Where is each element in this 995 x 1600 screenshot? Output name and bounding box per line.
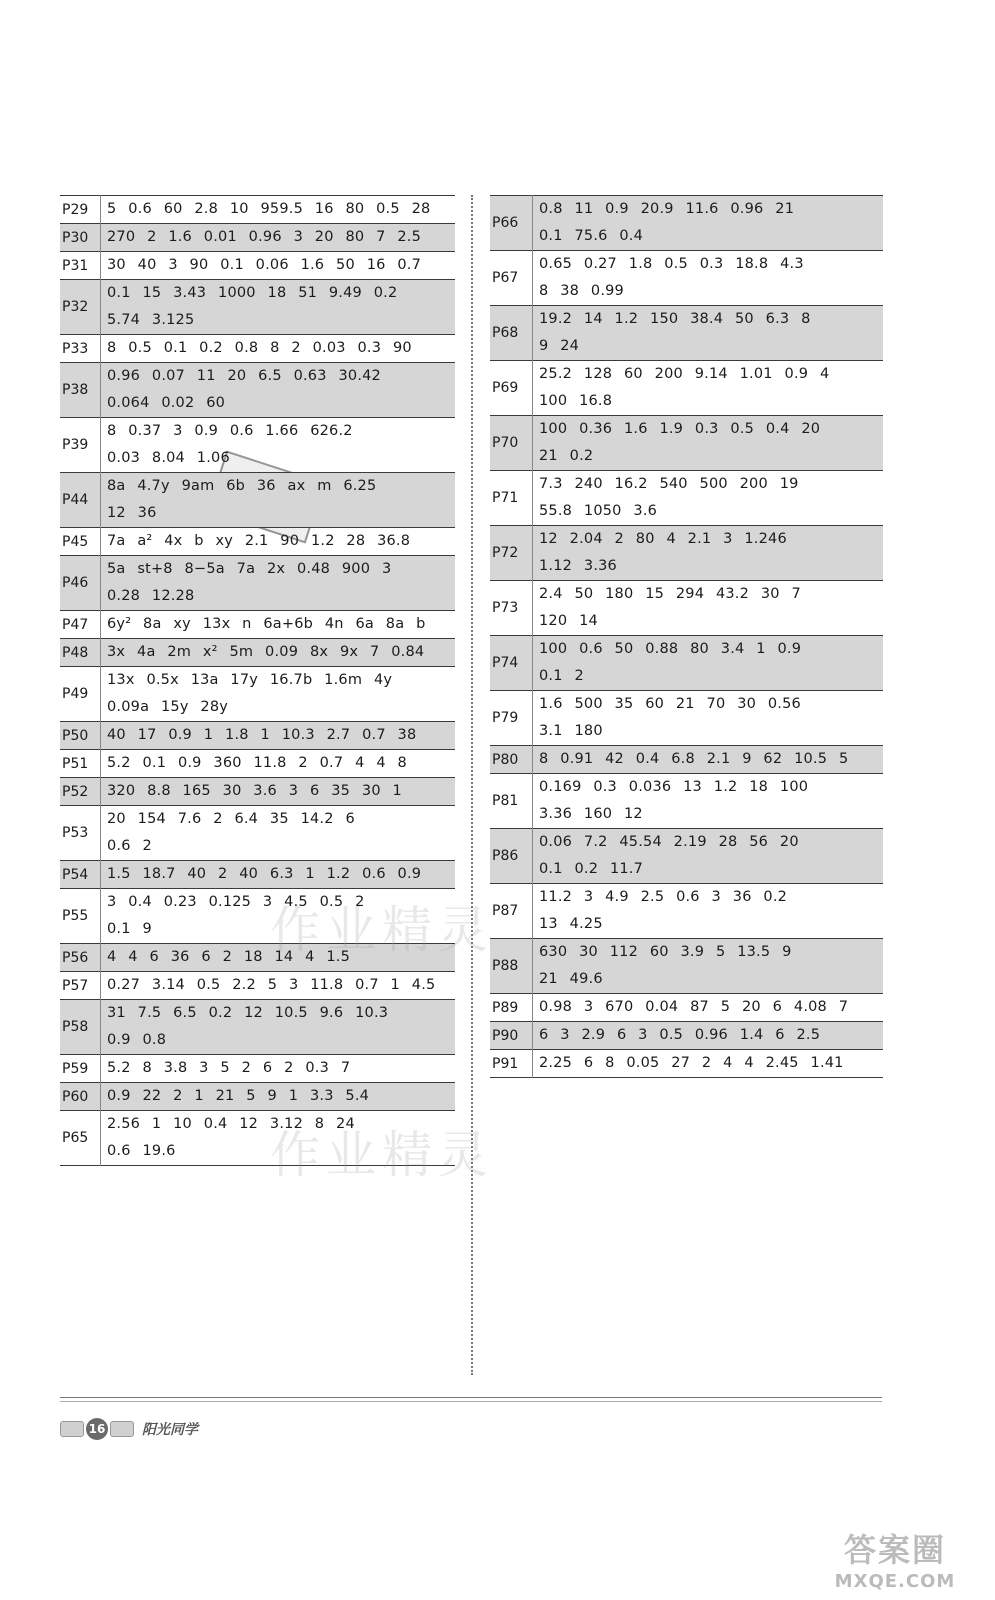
answer-row bbox=[490, 636, 883, 691]
answer-line: 0.1 75.6 0.4 bbox=[539, 228, 644, 244]
answer-row bbox=[60, 639, 455, 667]
answer-row bbox=[490, 746, 883, 774]
answer-cell bbox=[533, 1050, 884, 1078]
page-label: P50 bbox=[60, 722, 101, 750]
page-label: P79 bbox=[490, 691, 533, 746]
right-answer-column bbox=[490, 195, 883, 1078]
answer-line: 20 154 7.6 2 6.4 35 14.2 6 bbox=[107, 811, 355, 827]
answer-line: 0.1 15 3.43 1000 18 51 9.49 0.2 bbox=[107, 285, 398, 301]
answer-cell bbox=[533, 774, 884, 829]
answer-line: 0.8 11 0.9 20.9 11.6 0.96 21 bbox=[539, 201, 795, 217]
page-label: P29 bbox=[60, 196, 101, 224]
answer-line: 2.56 1 10 0.4 12 3.12 8 24 bbox=[107, 1116, 355, 1132]
page-label: P74 bbox=[490, 636, 533, 691]
answer-row bbox=[60, 667, 455, 722]
answer-line: 3.1 180 bbox=[539, 723, 603, 739]
answer-line: 0.03 8.04 1.06 bbox=[107, 450, 230, 466]
answer-row bbox=[60, 1055, 455, 1083]
page-label: P32 bbox=[60, 280, 101, 335]
answer-line: 8 0.5 0.1 0.2 0.8 8 2 0.03 0.3 90 bbox=[107, 340, 412, 356]
answer-cell bbox=[533, 306, 884, 361]
answer-row bbox=[60, 611, 455, 639]
answer-line: 19.2 14 1.2 150 38.4 50 6.3 8 bbox=[539, 311, 811, 327]
answer-line: 5.2 0.1 0.9 360 11.8 2 0.7 4 4 8 bbox=[107, 755, 407, 771]
answer-line: 1.12 3.36 bbox=[539, 558, 617, 574]
page-label: P57 bbox=[60, 972, 101, 1000]
corner-watermark-main: 答案圈 bbox=[843, 1531, 946, 1569]
answer-row bbox=[60, 280, 455, 335]
answer-cell bbox=[533, 526, 884, 581]
answer-line: 5.74 3.125 bbox=[107, 312, 195, 328]
answer-cell bbox=[101, 750, 456, 778]
answer-line: 0.09a 15y 28y bbox=[107, 699, 229, 715]
answer-line: 1.6 500 35 60 21 70 30 0.56 bbox=[539, 696, 801, 712]
page-label: P89 bbox=[490, 994, 533, 1022]
answer-cell bbox=[101, 611, 456, 639]
answer-cell bbox=[101, 639, 456, 667]
answer-row bbox=[60, 252, 455, 280]
answer-line: 0.06 7.2 45.54 2.19 28 56 20 bbox=[539, 834, 799, 850]
footer-divider bbox=[60, 1397, 882, 1398]
answer-line: 630 30 112 60 3.9 5 13.5 9 bbox=[539, 944, 792, 960]
answer-line: 100 0.36 1.6 1.9 0.3 0.5 0.4 20 bbox=[539, 421, 821, 437]
answer-cell bbox=[533, 416, 884, 471]
answer-line: 21 0.2 bbox=[539, 448, 594, 464]
page-label: P71 bbox=[490, 471, 533, 526]
answer-cell bbox=[101, 1083, 456, 1111]
answer-cell bbox=[533, 636, 884, 691]
answer-cell bbox=[101, 528, 456, 556]
answer-cell bbox=[101, 861, 456, 889]
page-label: P31 bbox=[60, 252, 101, 280]
answer-line: 7a a² 4x b xy 2.1 90 1.2 28 36.8 bbox=[107, 533, 411, 549]
answer-cell bbox=[101, 778, 456, 806]
page-label: P86 bbox=[490, 829, 533, 884]
answer-row bbox=[60, 335, 455, 363]
answer-line: 3x 4a 2m x² 5m 0.09 8x 9x 7 0.84 bbox=[107, 644, 425, 660]
answer-line: 0.9 0.8 bbox=[107, 1032, 167, 1048]
page-label: P52 bbox=[60, 778, 101, 806]
answer-line: 9 24 bbox=[539, 338, 580, 354]
answer-row bbox=[490, 306, 883, 361]
page-label: P66 bbox=[490, 196, 533, 251]
answer-row bbox=[60, 473, 455, 528]
page-label: P56 bbox=[60, 944, 101, 972]
answer-cell bbox=[101, 972, 456, 1000]
answer-cell bbox=[533, 471, 884, 526]
answer-line: 5 0.6 60 2.8 10 959.5 16 80 0.5 28 bbox=[107, 201, 431, 217]
answer-row bbox=[490, 361, 883, 416]
answer-line: 8 0.91 42 0.4 6.8 2.1 9 62 10.5 5 bbox=[539, 751, 849, 767]
answer-row bbox=[490, 774, 883, 829]
answer-row bbox=[60, 861, 455, 889]
answer-line: 0.9 22 2 1 21 5 9 1 3.3 5.4 bbox=[107, 1088, 370, 1104]
answer-line: 0.1 2 bbox=[539, 668, 584, 684]
answer-line: 0.6 19.6 bbox=[107, 1143, 176, 1159]
answer-line: 12 36 bbox=[107, 505, 157, 521]
answer-line: 21 49.6 bbox=[539, 971, 603, 987]
answer-line: 100 0.6 50 0.88 80 3.4 1 0.9 bbox=[539, 641, 802, 657]
left-answer-table bbox=[60, 195, 455, 1166]
page-label: P49 bbox=[60, 667, 101, 722]
answer-cell bbox=[101, 473, 456, 528]
answer-line: 4 4 6 36 6 2 18 14 4 1.5 bbox=[107, 949, 351, 965]
watermark-text: 作业精灵 bbox=[270, 1126, 494, 1184]
page-label: P59 bbox=[60, 1055, 101, 1083]
answer-line: 5.2 8 3.8 3 5 2 6 2 0.3 7 bbox=[107, 1060, 351, 1076]
page-label: P73 bbox=[490, 581, 533, 636]
answer-row bbox=[490, 471, 883, 526]
answer-row bbox=[490, 251, 883, 306]
answer-row bbox=[490, 691, 883, 746]
answer-row bbox=[60, 778, 455, 806]
answer-row bbox=[60, 363, 455, 418]
answer-row bbox=[490, 581, 883, 636]
answer-line: 2.25 6 8 0.05 27 2 4 4 2.45 1.41 bbox=[539, 1055, 844, 1071]
page-label: P48 bbox=[60, 639, 101, 667]
answer-line: 8 0.37 3 0.9 0.6 1.66 626.2 bbox=[107, 423, 353, 439]
answer-row bbox=[490, 884, 883, 939]
answer-line: 100 16.8 bbox=[539, 393, 613, 409]
answer-cell bbox=[533, 251, 884, 306]
answer-line: 8 38 0.99 bbox=[539, 283, 624, 299]
page-label: P68 bbox=[490, 306, 533, 361]
answer-line: 31 7.5 6.5 0.2 12 10.5 9.6 10.3 bbox=[107, 1005, 389, 1021]
page-label: P38 bbox=[60, 363, 101, 418]
answer-cell bbox=[101, 335, 456, 363]
answer-line: 3.36 160 12 bbox=[539, 806, 643, 822]
page-label: P30 bbox=[60, 224, 101, 252]
page-label: P88 bbox=[490, 939, 533, 994]
answer-line: 3 0.4 0.23 0.125 3 4.5 0.5 2 bbox=[107, 894, 365, 910]
answer-row bbox=[490, 416, 883, 471]
page-label: P87 bbox=[490, 884, 533, 939]
answer-cell bbox=[101, 418, 456, 473]
left-answer-column bbox=[60, 195, 455, 1166]
page-label: P81 bbox=[490, 774, 533, 829]
page-label: P90 bbox=[490, 1022, 533, 1050]
answer-line: 0.96 0.07 11 20 6.5 0.63 30.42 bbox=[107, 368, 381, 384]
answer-cell bbox=[101, 224, 456, 252]
answer-line: 13x 0.5x 13a 17y 16.7b 1.6m 4y bbox=[107, 672, 393, 688]
answer-line: 12 2.04 2 80 4 2.1 3 1.246 bbox=[539, 531, 787, 547]
answer-line: 0.65 0.27 1.8 0.5 0.3 18.8 4.3 bbox=[539, 256, 804, 272]
answer-cell bbox=[533, 994, 884, 1022]
answer-row bbox=[60, 1000, 455, 1055]
answer-row bbox=[490, 939, 883, 994]
answer-cell bbox=[533, 939, 884, 994]
page-label: P58 bbox=[60, 1000, 101, 1055]
page-label: P60 bbox=[60, 1083, 101, 1111]
page-label: P46 bbox=[60, 556, 101, 611]
answer-line: 6y² 8a xy 13x n 6a+6b 4n 6a 8a b bbox=[107, 616, 426, 632]
answer-line: 55.8 1050 3.6 bbox=[539, 503, 658, 519]
corner-watermark-logo bbox=[820, 1525, 970, 1595]
answer-row bbox=[490, 1050, 883, 1078]
answer-line: 120 14 bbox=[539, 613, 598, 629]
answer-line: 0.6 2 bbox=[107, 838, 152, 854]
answer-cell bbox=[101, 806, 456, 861]
page-label: P72 bbox=[490, 526, 533, 581]
answer-cell bbox=[533, 691, 884, 746]
answer-line: 0.98 3 670 0.04 87 5 20 6 4.08 7 bbox=[539, 999, 849, 1015]
answer-line: 5a st+8 8−5a 7a 2x 0.48 900 3 bbox=[107, 561, 392, 577]
page-label: P44 bbox=[60, 473, 101, 528]
answer-row bbox=[60, 750, 455, 778]
answer-line: 320 8.8 165 30 3.6 3 6 35 30 1 bbox=[107, 783, 402, 799]
answer-row bbox=[60, 722, 455, 750]
answer-line: 25.2 128 60 200 9.14 1.01 0.9 4 bbox=[539, 366, 830, 382]
answer-cell bbox=[101, 196, 456, 224]
answer-cell bbox=[533, 196, 884, 251]
answer-cell bbox=[533, 829, 884, 884]
corner-watermark-sub: MXQE.COM bbox=[834, 1571, 956, 1592]
answer-line: 270 2 1.6 0.01 0.96 3 20 80 7 2.5 bbox=[107, 229, 422, 245]
answer-row bbox=[60, 556, 455, 611]
page-label: P39 bbox=[60, 418, 101, 473]
answer-row bbox=[60, 806, 455, 861]
page-label: P70 bbox=[490, 416, 533, 471]
answer-row bbox=[60, 1083, 455, 1111]
page-label: P65 bbox=[60, 1111, 101, 1166]
page-label: P69 bbox=[490, 361, 533, 416]
answer-line: 0.27 3.14 0.5 2.2 5 3 11.8 0.7 1 4.5 bbox=[107, 977, 436, 993]
answer-cell bbox=[533, 1022, 884, 1050]
answer-cell bbox=[101, 667, 456, 722]
answer-cell bbox=[101, 1055, 456, 1083]
answer-cell bbox=[533, 746, 884, 774]
answer-line: 1.5 18.7 40 2 40 6.3 1 1.2 0.6 0.9 bbox=[107, 866, 422, 882]
answer-line: 7.3 240 16.2 540 500 200 19 bbox=[539, 476, 799, 492]
page-label: P67 bbox=[490, 251, 533, 306]
page-label: P55 bbox=[60, 889, 101, 944]
answer-row bbox=[490, 526, 883, 581]
page-label: P54 bbox=[60, 861, 101, 889]
answer-cell bbox=[101, 556, 456, 611]
right-answer-table bbox=[490, 195, 883, 1078]
page-number: 16 bbox=[86, 1418, 108, 1440]
answer-line: 13 4.25 bbox=[539, 916, 603, 932]
footer-divider bbox=[60, 1401, 882, 1402]
decorative-box-icon bbox=[60, 1421, 84, 1437]
answer-row bbox=[60, 528, 455, 556]
answer-cell bbox=[101, 280, 456, 335]
answer-line: 8a 4.7y 9am 6b 36 ax m 6.25 bbox=[107, 478, 377, 494]
watermark-text: 作业精灵 bbox=[270, 901, 494, 959]
page-label: P80 bbox=[490, 746, 533, 774]
page-label: P51 bbox=[60, 750, 101, 778]
answer-line: 6 3 2.9 6 3 0.5 0.96 1.4 6 2.5 bbox=[539, 1027, 821, 1043]
answer-line: 11.2 3 4.9 2.5 0.6 3 36 0.2 bbox=[539, 889, 788, 905]
answer-cell bbox=[533, 581, 884, 636]
answer-line: 0.169 0.3 0.036 13 1.2 18 100 bbox=[539, 779, 809, 795]
answer-line: 0.064 0.02 60 bbox=[107, 395, 226, 411]
page-label: P53 bbox=[60, 806, 101, 861]
answer-cell bbox=[101, 252, 456, 280]
answer-cell bbox=[101, 363, 456, 418]
answer-row bbox=[60, 418, 455, 473]
answer-cell bbox=[533, 884, 884, 939]
page-label: P47 bbox=[60, 611, 101, 639]
answer-row bbox=[490, 994, 883, 1022]
answer-line: 0.28 12.28 bbox=[107, 588, 195, 604]
answer-line: 40 17 0.9 1 1.8 1 10.3 2.7 0.7 38 bbox=[107, 727, 417, 743]
answer-row bbox=[490, 829, 883, 884]
answer-line: 2.4 50 180 15 294 43.2 30 7 bbox=[539, 586, 801, 602]
page-label: P45 bbox=[60, 528, 101, 556]
answer-row bbox=[60, 972, 455, 1000]
answer-cell bbox=[533, 361, 884, 416]
answer-cell bbox=[101, 722, 456, 750]
answer-line: 0.1 0.2 11.7 bbox=[539, 861, 644, 877]
answer-row bbox=[490, 1022, 883, 1050]
answer-row bbox=[60, 196, 455, 224]
answer-row bbox=[490, 196, 883, 251]
page-label: P33 bbox=[60, 335, 101, 363]
page-label: P91 bbox=[490, 1050, 533, 1078]
column-divider bbox=[471, 195, 473, 1375]
answer-line: 30 40 3 90 0.1 0.06 1.6 50 16 0.7 bbox=[107, 257, 422, 273]
answer-line: 0.1 9 bbox=[107, 921, 152, 937]
answer-cell bbox=[101, 1000, 456, 1055]
decorative-box-icon bbox=[110, 1421, 134, 1437]
answer-row bbox=[60, 224, 455, 252]
brand-logo-text: 阳光同学 bbox=[142, 1422, 198, 1438]
page-footer bbox=[60, 1414, 198, 1444]
